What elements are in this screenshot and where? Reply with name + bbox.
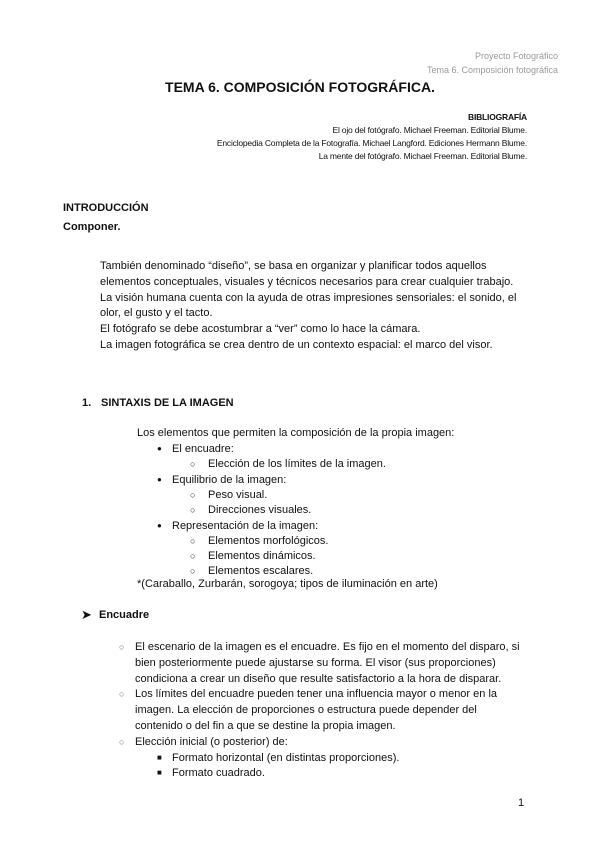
bibliography-item: Enciclopedia Completa de la Fotografía. Michael Langford. Ediciones Hermann Blume. — [216, 138, 527, 148]
bullet-dot-icon: ● — [157, 474, 162, 484]
bullet-dot-icon: ● — [157, 444, 162, 453]
list-subitem: Elementos dinámicos. — [208, 550, 316, 563]
bullet-circle-icon: ○ — [190, 566, 196, 577]
intro-heading: INTRODUCCIÓN — [63, 202, 149, 214]
bullet-square-icon: ■ — [157, 752, 162, 762]
bibliography-heading: BIBLIOGRAFÍA — [468, 112, 527, 122]
list-item: contenido o del fin a que se destine la propia imagen. — [135, 720, 396, 732]
list-subitem: Peso visual. — [208, 488, 268, 501]
section-lead: Los elementos que permiten la composición de la propia imagen: — [137, 427, 455, 439]
intro-line: olor, el gusto y el tacto. — [100, 307, 213, 320]
list-subitem: Formato cuadrado. — [172, 767, 265, 780]
bullet-circle-icon: ○ — [190, 505, 196, 516]
page-title: TEMA 6. COMPOSICIÓN FOTOGRÁFICA. — [165, 79, 435, 95]
page-number: 1 — [518, 797, 525, 809]
bullet-dot-icon: ● — [157, 520, 162, 530]
intro-subheading: Componer. — [63, 221, 121, 233]
list-item: El escenario de la imagen es el encuadre. Es fijo en el momento del disparo, si — [135, 641, 520, 653]
header-project: Proyecto Fotográfico — [474, 51, 558, 61]
section-heading: SINTAXIS DE LA IMAGEN — [101, 397, 234, 409]
arrow-bullet-icon: ➤ — [81, 607, 92, 622]
intro-line: La imagen fotográfica se crea dentro de un contexto espacial: el marco del visor. — [100, 339, 493, 351]
bullet-circle-icon: ○ — [190, 551, 196, 562]
bullet-circle-icon: ○ — [190, 535, 196, 546]
list-item: condiciona a crear un diseño que resulte satisfactorio a la hora de disparar. — [135, 672, 502, 685]
intro-line: La visión humana cuenta con la ayuda de otras impresiones sensoriales: el sonido, el — [100, 291, 517, 304]
list-item: Equilibrio de la imagen: — [172, 473, 287, 486]
bullet-circle-icon: ○ — [190, 489, 196, 500]
bullet-circle-icon: ○ — [190, 459, 196, 470]
bibliography-item: La mente del fotógrafo. Michael Freeman. Editorial Blume. — [318, 151, 527, 161]
bullet-circle-icon: ○ — [119, 689, 125, 700]
intro-line: También denominado “diseño”, se basa en organizar y planificar todos aquellos — [100, 260, 487, 272]
bullet-square-icon: ■ — [157, 768, 162, 778]
list-subitem: Elementos morfológicos. — [208, 534, 329, 547]
bibliography-item: El ojo del fotógrafo. Michael Freeman. Editorial Blume. — [332, 125, 527, 135]
list-subitem: Direcciones visuales. — [208, 504, 312, 517]
intro-line: El fotógrafo se debe acostumbrar a “ver” como lo hace la cámara. — [100, 323, 421, 336]
bullet-circle-icon: ○ — [119, 642, 125, 652]
header-topic: Tema 6. Composición fotográfica — [426, 65, 558, 75]
list-item: El encuadre: — [172, 443, 234, 455]
list-item: Elección inicial (o posterior) de: — [135, 735, 288, 748]
list-item: Los límites del encuadre pueden tener una influencia mayor o menor en la — [135, 688, 498, 701]
list-item: bien posteriormente puede ajustarse su forma. El visor (sus proporciones) — [135, 656, 496, 669]
encuadre-heading: Encuadre — [99, 609, 150, 621]
intro-line: elementos conceptuales, visuales y técnicos necesarios para crear cualquier trabajo. — [100, 275, 514, 288]
list-subitem: Formato horizontal (en distintas proporciones). — [172, 751, 400, 764]
section-number: 1. — [82, 397, 92, 409]
list-subitem: Elección de los límites de la imagen. — [208, 458, 386, 471]
list-item: Representación de la imagen: — [172, 519, 319, 532]
list-subitem: Elementos escalares. — [208, 565, 314, 578]
bullet-circle-icon: ○ — [119, 736, 125, 747]
section-note: *(Caraballo, Zurbarán, sorogoya; tipos de iluminación en arte) — [137, 578, 438, 590]
list-item: imagen. La elección de proporciones o estructura puede depender del — [135, 704, 477, 717]
